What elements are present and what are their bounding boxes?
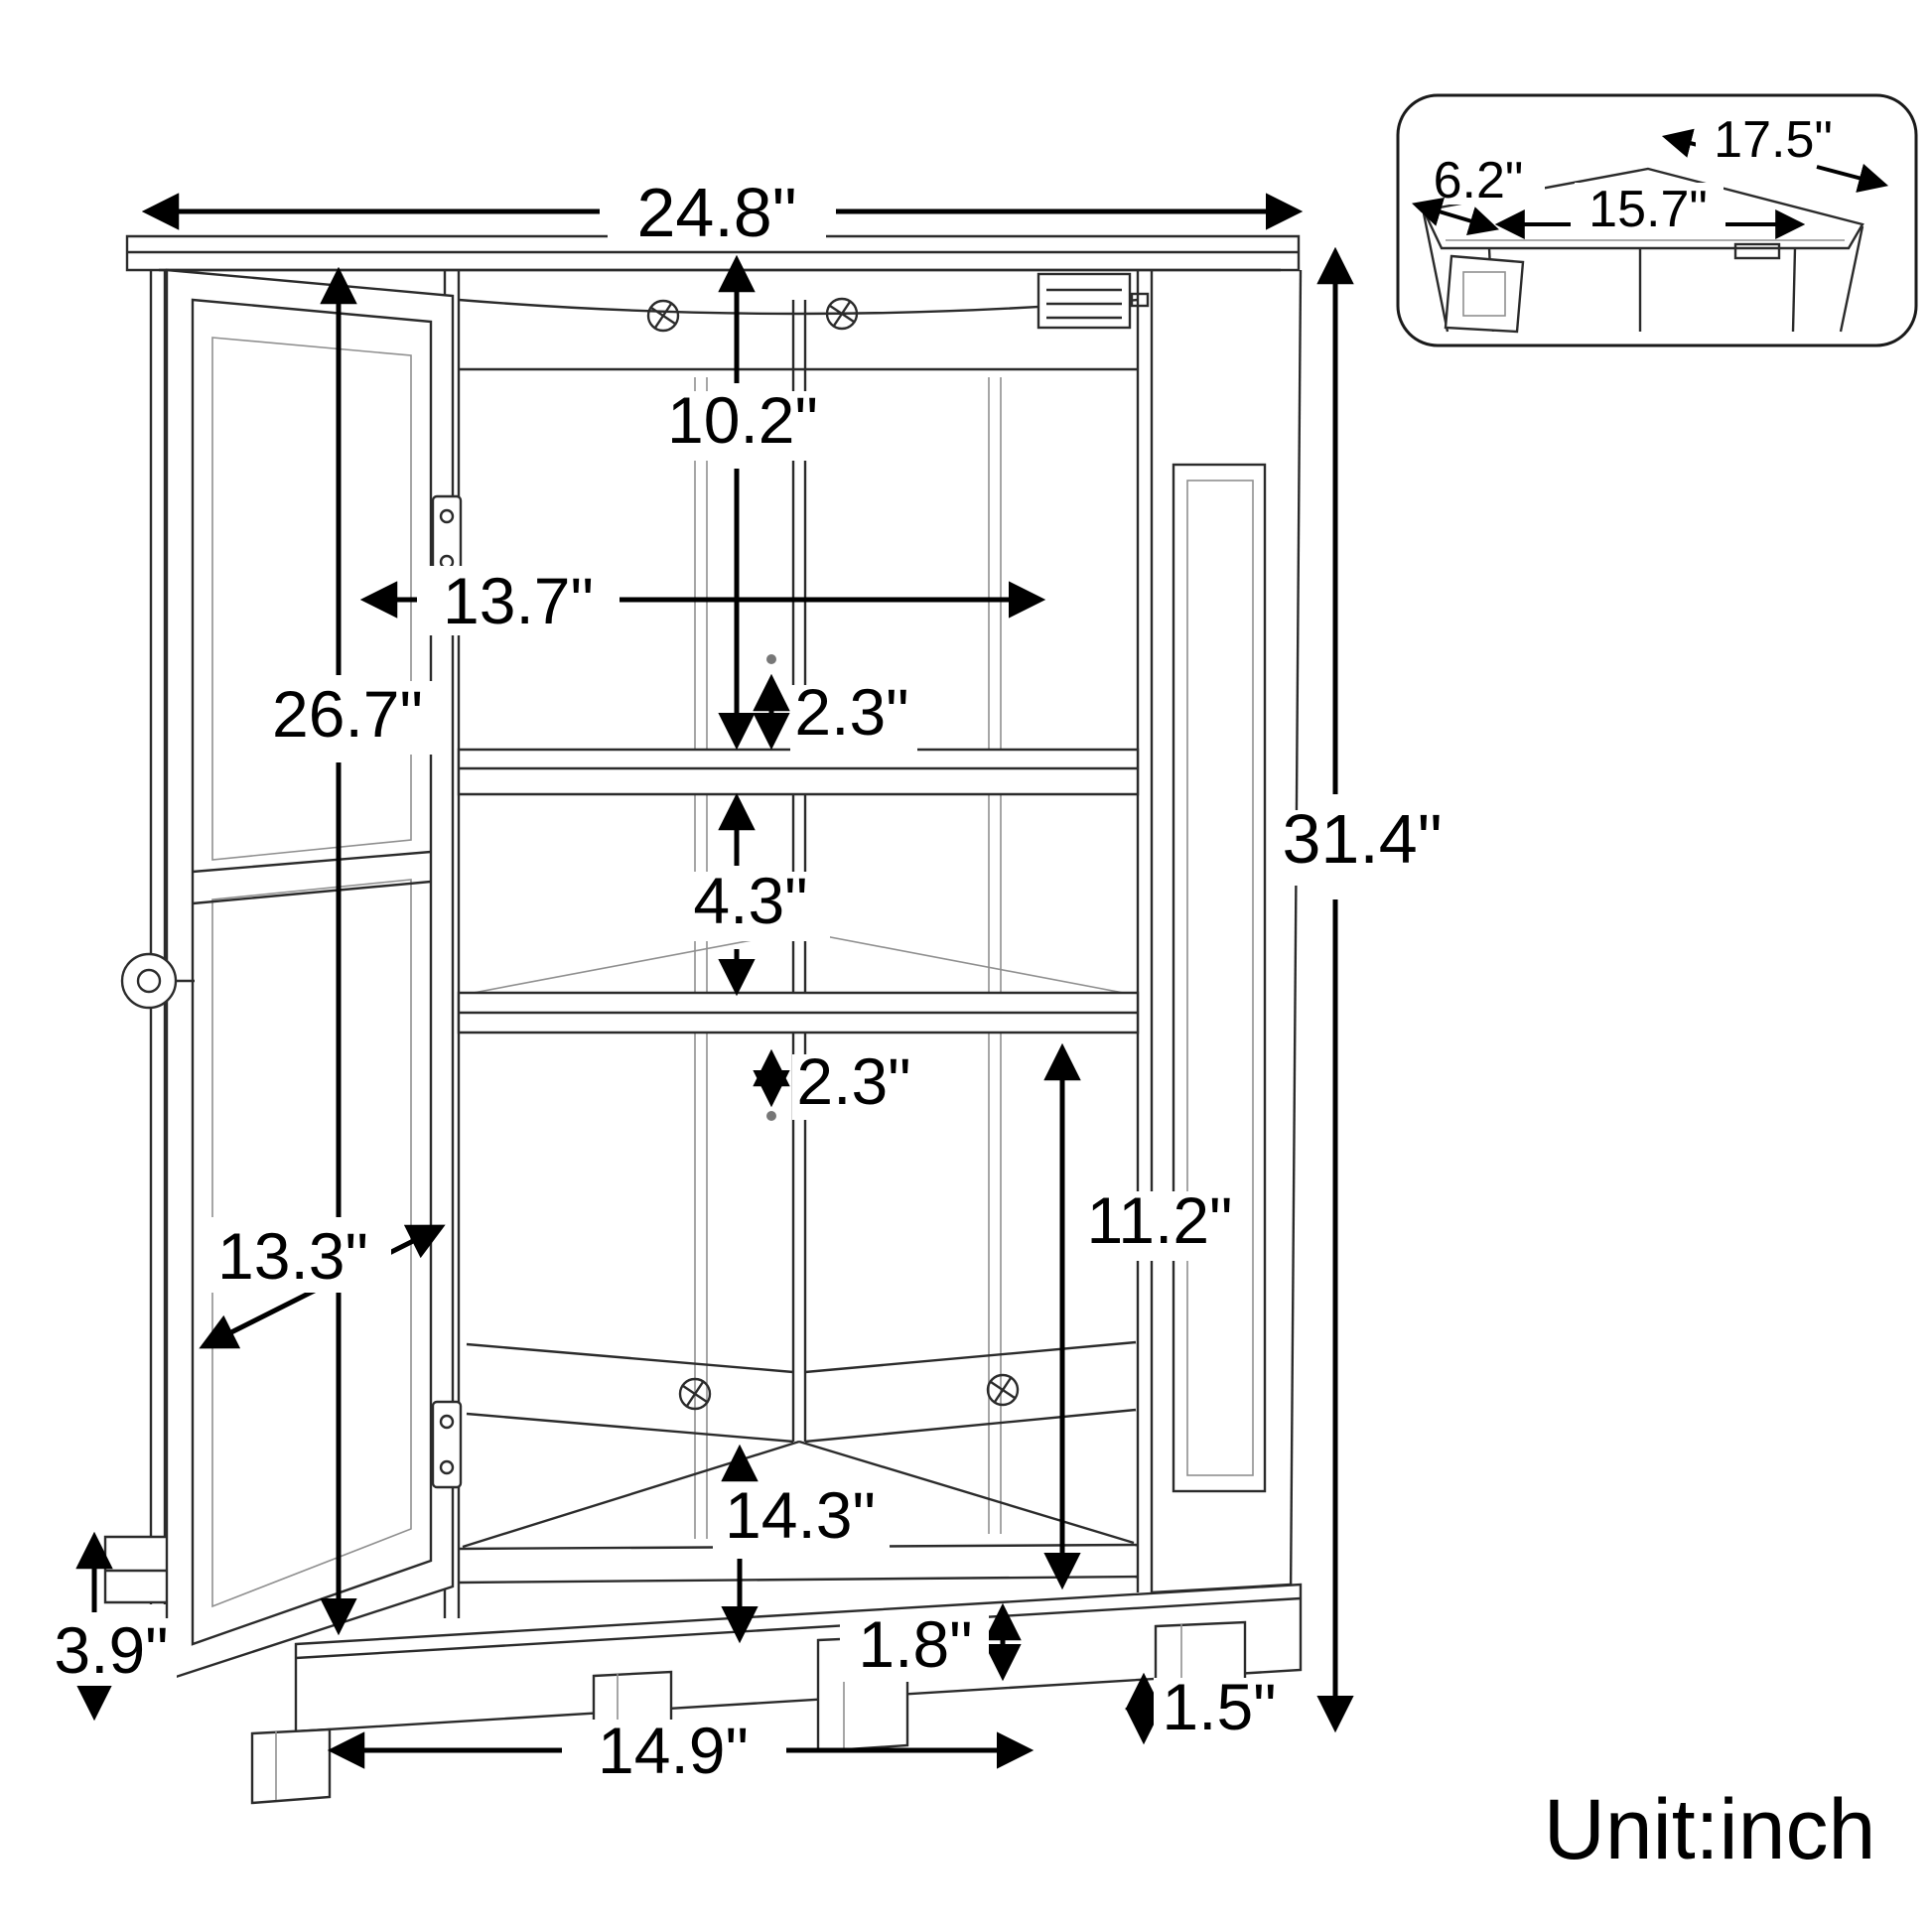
dim-label-inset-front-edge: 15.7"	[1588, 181, 1708, 238]
dim-label-leg-height: 1.5"	[1162, 1670, 1277, 1743]
dim-upper-compartment	[651, 260, 834, 745]
header-screw-left	[648, 301, 678, 331]
dim-label-lower-shelf-spacing: 2.3"	[796, 1044, 911, 1118]
right-side-panel	[1152, 270, 1301, 1600]
shelf-pin-hole-upper	[766, 654, 776, 664]
dim-label-upper-shelf-spacing: 2.3"	[794, 675, 909, 749]
dim-label-overall-height: 31.4"	[1282, 800, 1443, 878]
dim-interior-width	[365, 564, 1040, 637]
dim-base-board	[840, 1607, 1003, 1682]
dim-front-width	[333, 1714, 1029, 1787]
cabinet-interior-back	[445, 270, 1152, 1618]
dim-label-base-board: 1.8"	[858, 1607, 973, 1681]
dim-label-inset-left-side: 6.2"	[1433, 152, 1524, 209]
door-hinge-bottom	[433, 1402, 461, 1487]
dim-middle-compartment	[673, 798, 830, 991]
door-latch	[1038, 274, 1148, 328]
dim-label-door-height: 26.7"	[272, 677, 423, 751]
shelf-middle	[459, 931, 1138, 1033]
top-view-inset	[1398, 95, 1916, 345]
unit-note: Unit:inch	[1543, 1782, 1876, 1877]
cabinet-front-view-drawing	[105, 236, 1301, 1803]
dim-label-lower-compartment: 11.2"	[1086, 1183, 1233, 1257]
dim-label-interior-width: 13.7"	[443, 564, 594, 637]
dim-label-front-width: 14.9"	[598, 1714, 749, 1787]
dim-label-inset-slanted-side: 17.5"	[1714, 111, 1833, 169]
dim-label-middle-compartment: 4.3"	[693, 864, 808, 937]
dim-label-base-height: 3.9"	[54, 1613, 169, 1687]
cabinet-door-open	[167, 270, 453, 1680]
dim-lower-shelf-spacing	[771, 1044, 919, 1120]
dim-upper-shelf-spacing	[771, 675, 917, 753]
shelf-upper	[459, 750, 1138, 794]
dim-label-door-width: 13.3"	[217, 1219, 368, 1293]
dim-leg-height	[1144, 1670, 1291, 1743]
dim-label-floor-compartment: 14.3"	[725, 1478, 876, 1552]
dim-label-upper-compartment: 10.2"	[667, 383, 818, 457]
dim-lower-compartment	[1062, 1048, 1245, 1585]
dim-label-top-width: 24.8"	[636, 174, 797, 251]
shelf-pin-hole-lower	[766, 1111, 776, 1121]
